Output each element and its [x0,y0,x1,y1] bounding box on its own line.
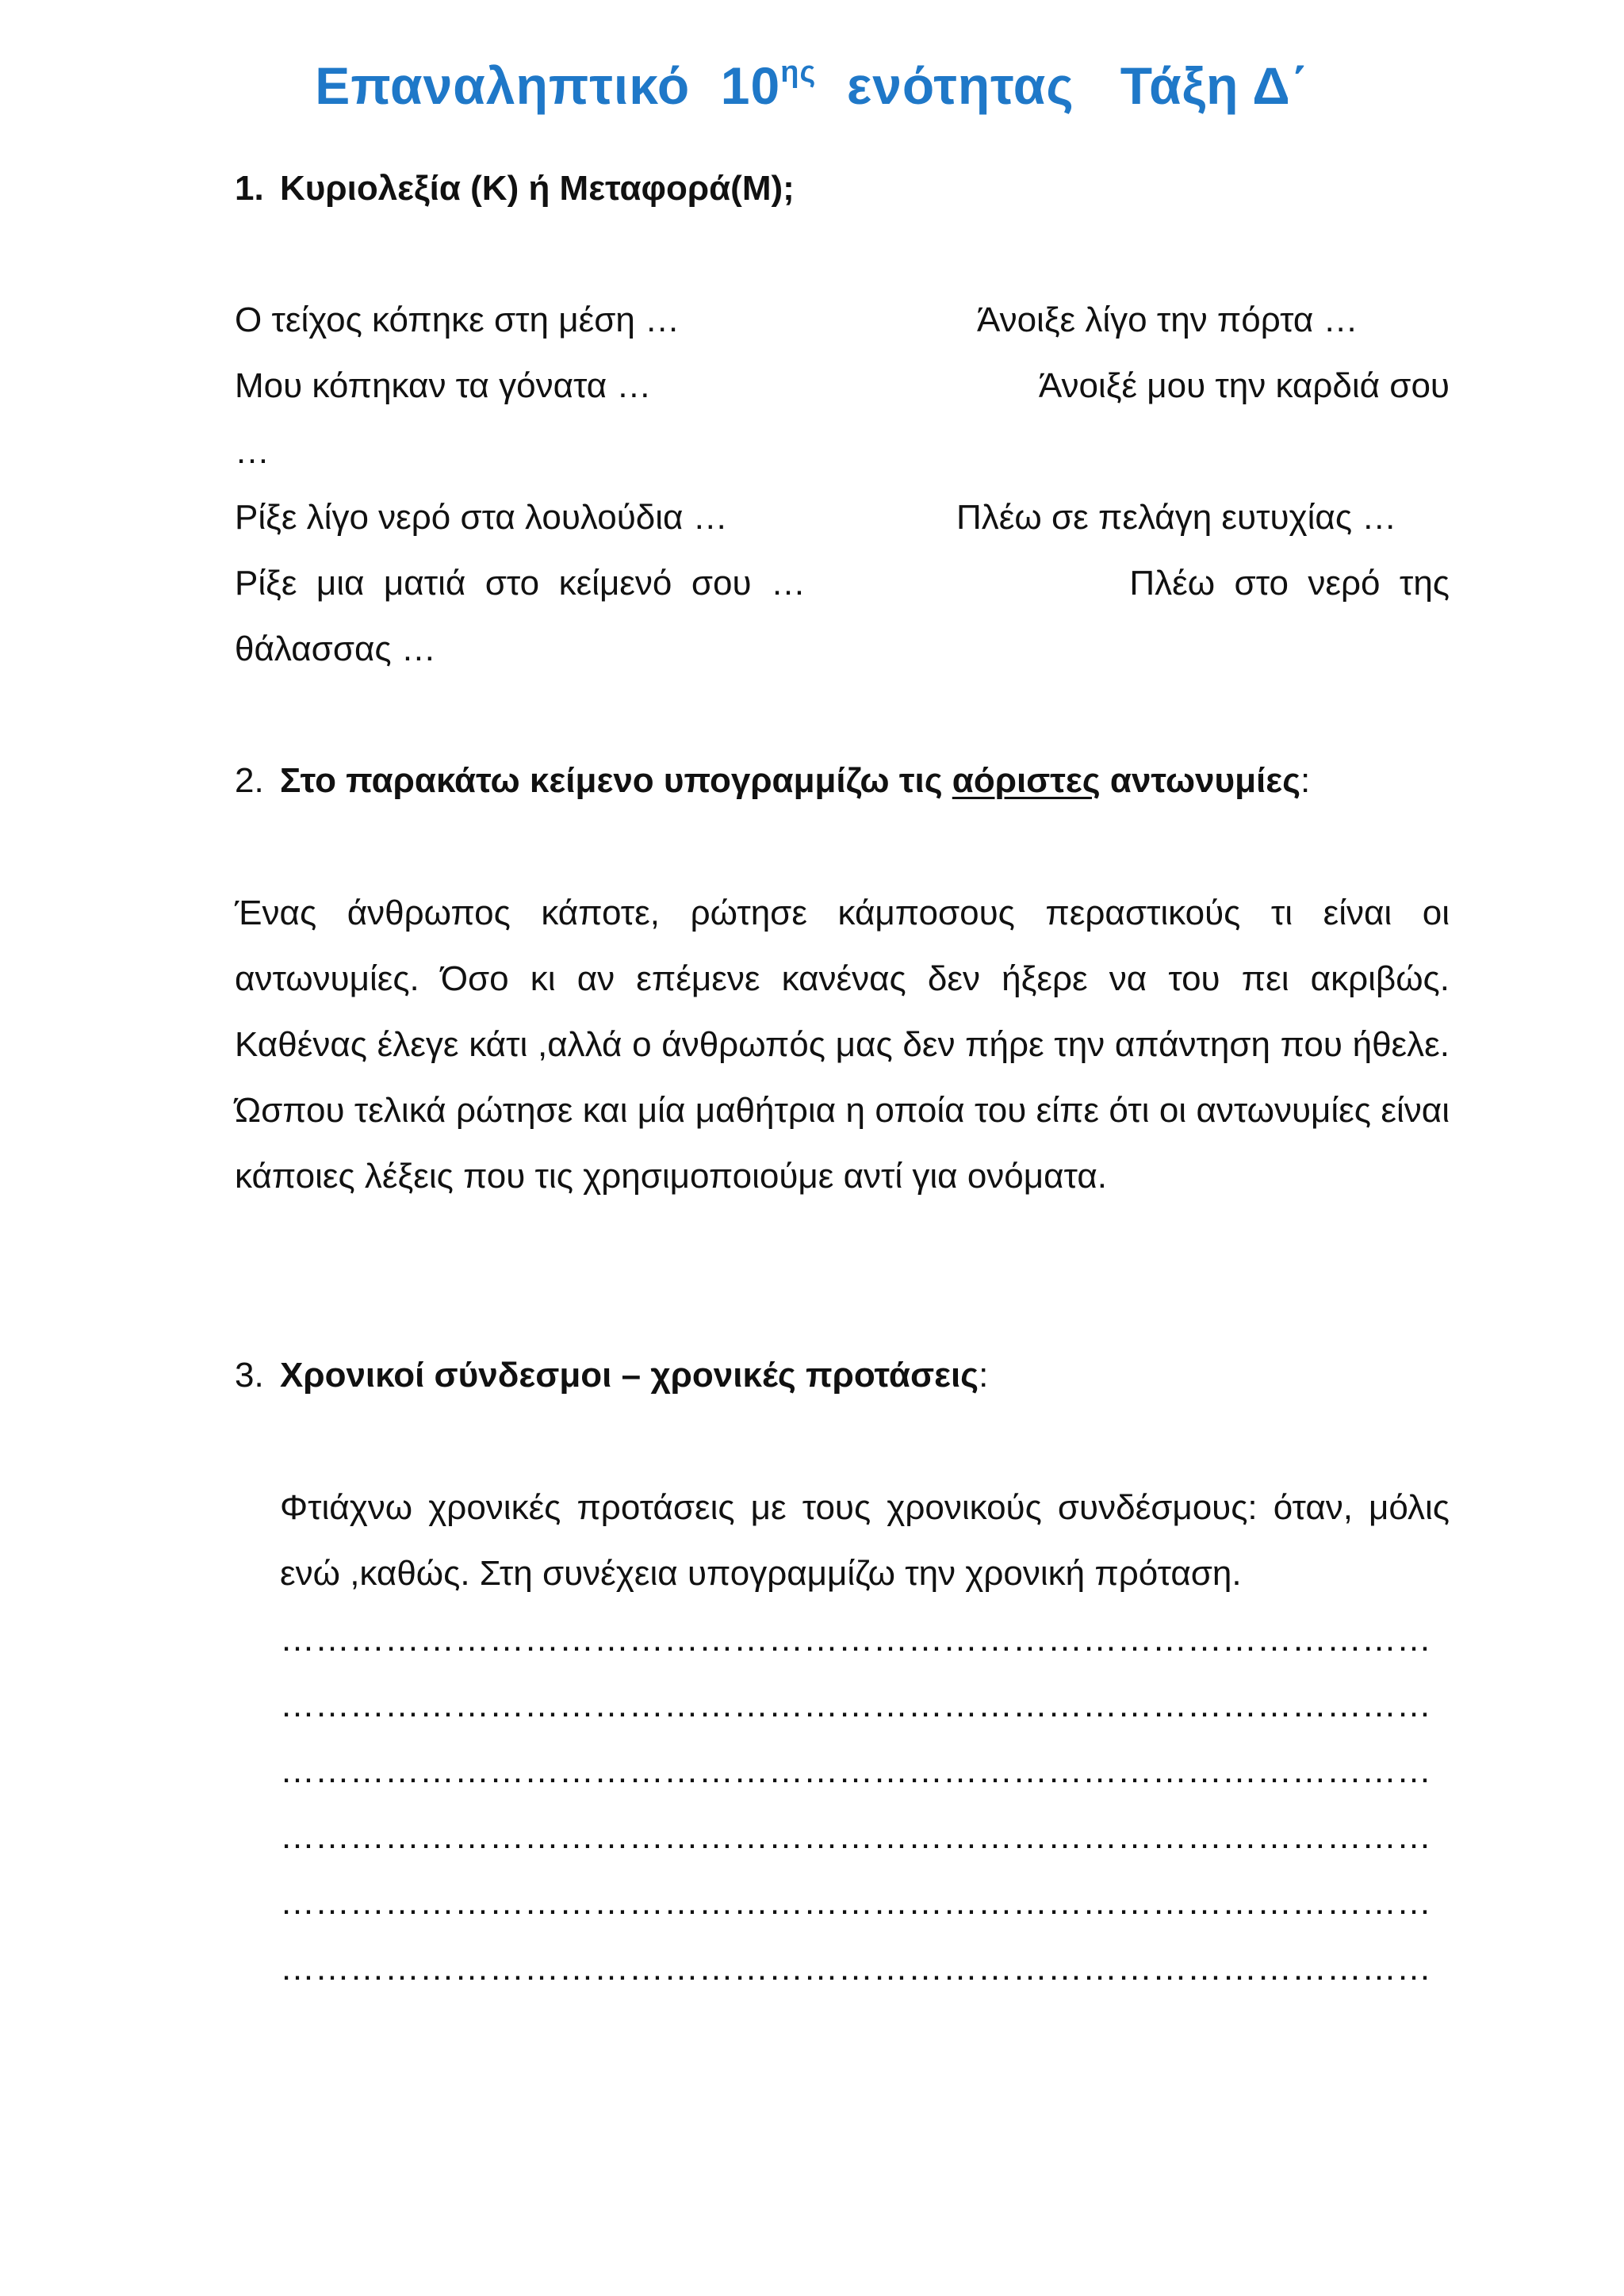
answer-line-3: ……………………………………………………………………………………… [280,1754,1431,1789]
title-rest: ενότητας Τάξη Δ΄ [816,56,1309,115]
answer-line-6: ……………………………………………………………………………………… [280,1951,1431,1986]
section3-heading [280,1358,988,1393]
section1-left-line-5: Ρίξε μια ματιά στο κείμενό σου … [235,564,806,603]
answer-line-4: ……………………………………………………………………………………… [280,1820,1431,1854]
section1-left-line-1: Ο τείχος κόπηκε στη μέση … [235,300,680,339]
title-superscript: ης [780,55,817,89]
section1-heading: Κυριολεξία (Κ) ή Μεταφορά(Μ); [280,169,795,208]
section1-left-line-2: Μου κόπηκαν τα γόνατα … [235,366,652,405]
section2-heading-underlined: αόριστες [952,761,1101,800]
section1-right-line-2: Άνοιξέ μου την καρδιά σου [1038,366,1450,405]
section1-left-line-4: Ρίξε λίγο νερό στα λουλούδια … [235,498,728,537]
section1-left-line-3: … [235,432,270,471]
section2-heading-colon: : [1300,761,1311,800]
title-main: Επαναληπτικό 10 [315,56,781,115]
section2-heading-start: Στο παρακάτω κείμενο υπογραμμίζω τις [280,761,952,800]
section1-right-line-4: Πλέω στο νερό της [1129,564,1450,603]
section3-heading-colon: : [979,1356,989,1395]
answer-line-1: ……………………………………………………………………………………… [280,1622,1431,1657]
section1-right-line-1: Άνοιξε λίγο την πόρτα … [977,300,1358,339]
section1-number: 1. [235,169,264,208]
section2-heading [280,763,1310,798]
section3-instruction: Φτιάχνω χρονικές προτάσεις με τους χρονικούς συνδέσμους: όταν, μόλις ενώ ,καθώς. Στη συνέχεια υπογραμμίζω την χρονική πρόταση. [280,1488,1450,1593]
section2-heading-end: αντωνυμίες [1100,761,1300,800]
page-title [0,55,1624,116]
section2-number: 2. [235,761,264,800]
section1-right-line-3: Πλέω σε πελάγη ευτυχίας … [956,498,1397,537]
section3-heading-text: Χρονικοί σύνδεσμοι – χρονικές προτάσεις [280,1356,979,1395]
section1-left-line-6: θάλασσας … [235,629,436,668]
answer-line-5: ……………………………………………………………………………………… [280,1885,1431,1920]
section2-paragraph: Ένας άνθρωπος κάποτε, ρώτησε κάμποσους περαστικούς τι είναι οι αντωνυμίες. Όσο κι αν επέμενε κανένας δεν ήξερε να του πει ακριβώς. Καθένας έλεγε κάτι ,αλλά ο άνθρωπός μας δεν πήρε την απάντηση που ήθελε. Ώσπου τελικά ρώτησε και μία μαθήτρια η οποία του είπε ότι οι αντωνυμίες είναι κάποιες λέξεις που τις χρησιμοποιούμε αντί για ονόματα. [235,894,1450,1196]
answer-line-2: ……………………………………………………………………………………… [280,1688,1431,1723]
section3-number: 3. [235,1356,264,1395]
